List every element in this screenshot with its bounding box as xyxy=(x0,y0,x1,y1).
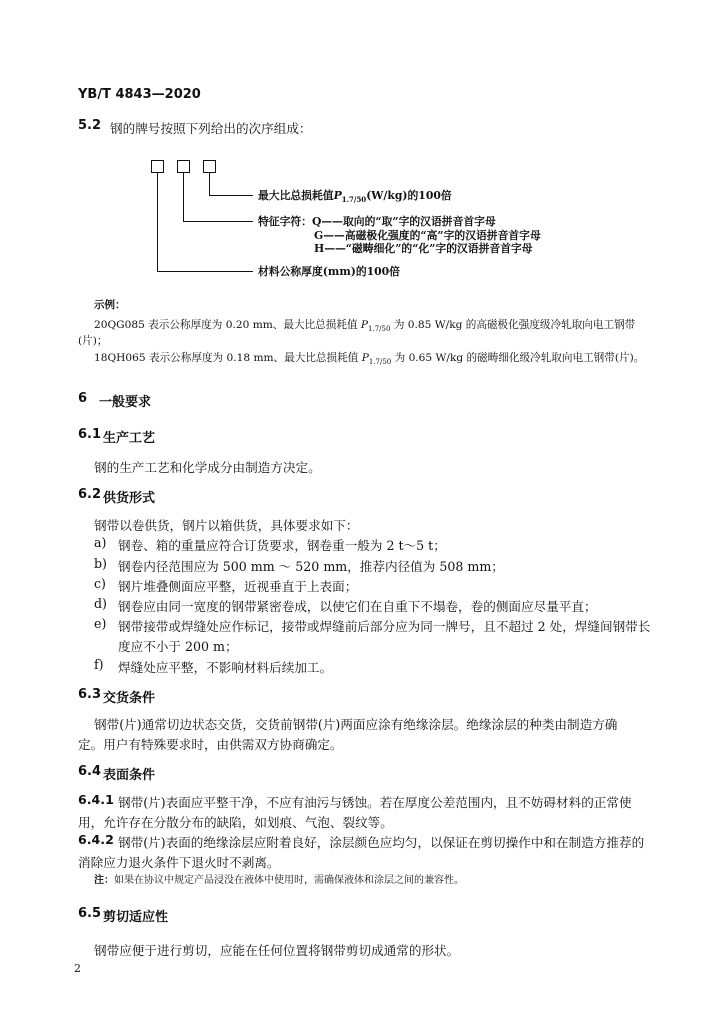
loss-leader-horizontal xyxy=(209,195,253,196)
section-5-2-number: 5.2 xyxy=(78,118,102,133)
list-item-mark: d) xyxy=(94,596,107,611)
example-1: 20QG085 表示公称厚度为 0.20 mm、最大比总损耗值 $P_{1.7/50}$ 为 0.85 W/kg 的高磁极化强度级冷轧取向电工钢带 xyxy=(94,319,636,334)
section-6-4-2-number: 6.4.2 xyxy=(78,832,114,847)
list-item: 焊缝处应平整，不影响材料后续加工。 xyxy=(118,660,333,675)
standard-number: YB/T 4843—2020 xyxy=(78,87,201,102)
character-leader-horizontal xyxy=(183,221,253,222)
character-h-label: H——“磁畴细化”的“化”字的汉语拼音首字母 xyxy=(314,242,533,255)
section-6-4-1-number: 6.4.1 xyxy=(78,792,114,807)
section-6-3-number: 6.3 xyxy=(78,687,102,702)
thickness-leader-vertical xyxy=(157,173,158,271)
list-item-continuation: 度应不小于 200 m； xyxy=(118,639,238,654)
section-6-number: 6 xyxy=(78,391,88,406)
section-6-4-number: 6.4 xyxy=(78,764,102,779)
list-item: 钢片堆叠侧面应平整，近视垂直于上表面； xyxy=(118,579,358,594)
list-item: 钢卷、箱的重量应符合订货要求，钢卷重一般为 2 t～5 t； xyxy=(118,538,446,553)
section-6-4-1-line-2: 用，允许存在分散分布的缺陷，如划痕、气泡、裂纹等。 xyxy=(78,815,393,830)
section-6-3-line-1: 钢带(片)通常切边状态交货，交货前钢带(片)两面应涂有绝缘涂层。绝缘涂层的种类由制造方确 xyxy=(94,717,618,732)
loss-leader-vertical xyxy=(209,173,210,195)
section-5-2-text: 钢的牌号按照下列给出的次序组成： xyxy=(110,121,312,136)
section-6-5-number: 6.5 xyxy=(78,906,102,921)
section-6-title: 一般要求 xyxy=(99,395,152,410)
list-item-mark: a) xyxy=(94,535,107,550)
section-6-1-text: 钢的生产工艺和化学成分由制造方决定。 xyxy=(94,460,321,475)
character-label: 特征字符：Q——取向的“取”字的汉语拼音首字母 xyxy=(258,215,496,228)
section-6-5-title: 剪切适应性 xyxy=(103,910,169,925)
list-item-mark: b) xyxy=(94,556,107,571)
character-leader-vertical xyxy=(183,173,184,221)
loss-label: 最大比总损耗值$P_{1.7/50}(W/kg)$的100倍 xyxy=(258,189,452,205)
section-6-5-text: 钢带应便于进行剪切，应能在任何位置将钢带剪切成通常的形状。 xyxy=(94,943,460,958)
section-6-1-number: 6.1 xyxy=(78,427,102,442)
section-6-3-line-2: 定。用户有特殊要求时，由供需双方协商确定。 xyxy=(78,737,343,752)
list-item: 钢带接带或焊缝处应作标记，接带或焊缝前后部分应为同一牌号，且不超过 2 处，焊缝间钢带长 xyxy=(118,619,651,634)
thickness-label: 材料公称厚度(mm)的100倍 xyxy=(258,265,400,278)
list-item-mark: f) xyxy=(94,657,104,672)
section-6-3-title: 交货条件 xyxy=(103,691,156,706)
section-6-2-number: 6.2 xyxy=(78,487,102,502)
section-6-4-1-line-1: 钢带(片)表面应平整干净，不应有油污与锈蚀。若在厚度公差范围内，且不妨碍材料的正常使 xyxy=(118,795,632,810)
thickness-leader-horizontal xyxy=(157,271,253,272)
section-6-2-intro: 钢带以卷供货，钢片以箱供货，具体要求如下： xyxy=(94,518,359,533)
thickness-box xyxy=(151,160,164,173)
section-6-1-title: 生产工艺 xyxy=(103,431,156,446)
section-6-4-2-line-1: 钢带(片)表面的绝缘涂层应附着良好，涂层颜色应均匀，以保证在剪切操作中和在制造方推荐的 xyxy=(118,835,645,850)
example-2: 18QH065 表示公称厚度为 0.18 mm、最大比总损耗值 $P_{1.7/50}$ 为 0.65 W/kg 的磁畴细化级冷轧取向电工钢带(片)。 xyxy=(94,352,645,367)
section-6-2-title: 供货形式 xyxy=(103,491,156,506)
list-item-mark: c) xyxy=(94,576,106,591)
list-item: 钢卷内径范围应为 500 mm ～ 520 mm，推荐内径值为 508 mm； xyxy=(118,559,504,574)
section-6-4-2-line-2: 消除应力退火条件下退火时不剥离。 xyxy=(78,855,280,870)
section-6-4-title: 表面条件 xyxy=(103,768,156,783)
loss-box xyxy=(203,160,216,173)
note: 注：如果在协议中规定产品浸没在液体中使用时，需确保液体和涂层之间的兼容性。 xyxy=(94,875,464,886)
example-title: 示例： xyxy=(94,299,126,311)
page-number: 2 xyxy=(74,962,81,975)
list-item: 钢卷应由同一宽度的钢带紧密卷成，以使它们在自重下不塌卷，卷的侧面应尽量平直； xyxy=(118,599,597,614)
example-1-continuation: (片)； xyxy=(78,335,108,347)
character-g-label: G——高磁极化强度的“高”字的汉语拼音首字母 xyxy=(314,229,541,242)
list-item-mark: e) xyxy=(94,616,107,631)
character-box xyxy=(177,160,190,173)
